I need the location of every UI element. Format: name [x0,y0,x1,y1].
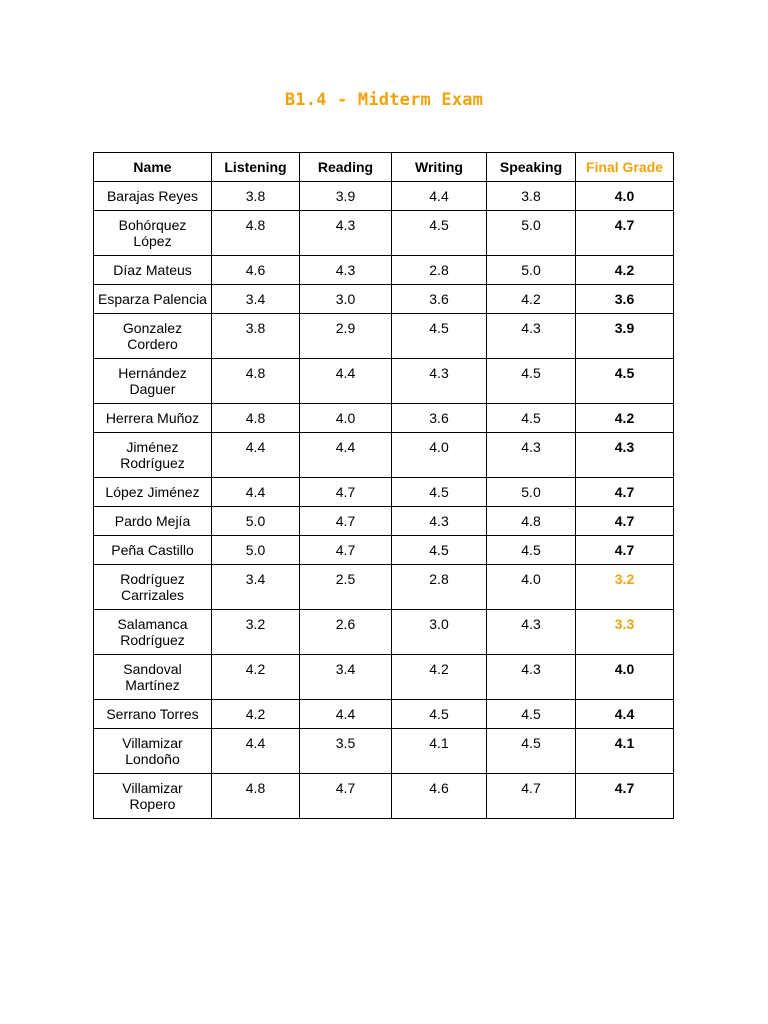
cell-writing: 4.6 [392,774,487,819]
cell-name: Bohórquez López [94,211,212,256]
table-row [94,507,674,536]
cell-listening: 3.4 [212,285,300,314]
table-row [94,774,674,819]
cell-name: Herrera Muñoz [94,404,212,433]
cell-listening: 4.2 [212,655,300,700]
cell-speaking: 4.8 [487,507,576,536]
cell-final: 4.2 [576,404,674,433]
cell-name: Barajas Reyes [94,182,212,211]
cell-name: Peña Castillo [94,536,212,565]
cell-writing: 4.5 [392,700,487,729]
cell-name: Gonzalez Cordero [94,314,212,359]
cell-speaking: 5.0 [487,211,576,256]
table-row [94,314,674,359]
cell-final: 4.7 [576,478,674,507]
cell-speaking: 4.7 [487,774,576,819]
cell-listening: 4.8 [212,774,300,819]
cell-speaking: 4.5 [487,359,576,404]
cell-final: 4.5 [576,359,674,404]
cell-final: 3.2 [576,565,674,610]
cell-final: 4.2 [576,256,674,285]
cell-speaking: 5.0 [487,256,576,285]
cell-final: 4.0 [576,655,674,700]
cell-writing: 4.0 [392,433,487,478]
cell-speaking: 4.3 [487,314,576,359]
cell-listening: 3.2 [212,610,300,655]
cell-reading: 4.4 [300,433,392,478]
header-name: Name [94,153,212,182]
cell-name: Serrano Torres [94,700,212,729]
cell-reading: 4.7 [300,478,392,507]
cell-speaking: 4.3 [487,655,576,700]
cell-speaking: 4.5 [487,536,576,565]
cell-speaking: 4.3 [487,433,576,478]
header-reading: Reading [300,153,392,182]
table-row [94,433,674,478]
cell-writing: 4.4 [392,182,487,211]
cell-writing: 4.3 [392,359,487,404]
cell-writing: 4.5 [392,478,487,507]
cell-final: 4.7 [576,536,674,565]
table-row [94,729,674,774]
cell-listening: 4.8 [212,359,300,404]
cell-writing: 4.5 [392,211,487,256]
cell-reading: 4.7 [300,536,392,565]
cell-listening: 4.4 [212,729,300,774]
cell-listening: 4.2 [212,700,300,729]
cell-speaking: 3.8 [487,182,576,211]
cell-listening: 5.0 [212,536,300,565]
cell-writing: 3.6 [392,404,487,433]
table-row [94,182,674,211]
cell-reading: 3.9 [300,182,392,211]
cell-writing: 3.6 [392,285,487,314]
cell-reading: 4.3 [300,256,392,285]
cell-name: Pardo Mejía [94,507,212,536]
table-row [94,359,674,404]
cell-listening: 5.0 [212,507,300,536]
table-row [94,285,674,314]
header-listening: Listening [212,153,300,182]
cell-name: Rodríguez Carrizales [94,565,212,610]
cell-name: Villamizar Londoño [94,729,212,774]
cell-final: 3.3 [576,610,674,655]
cell-name: Villamizar Ropero [94,774,212,819]
header-writing: Writing [392,153,487,182]
cell-speaking: 5.0 [487,478,576,507]
cell-speaking: 4.5 [487,404,576,433]
cell-name: Salamanca Rodríguez [94,610,212,655]
cell-writing: 4.2 [392,655,487,700]
cell-speaking: 4.0 [487,565,576,610]
cell-reading: 4.3 [300,211,392,256]
cell-name: Esparza Palencia [94,285,212,314]
page-title: B1.4 - Midterm Exam [284,90,484,110]
table-row [94,256,674,285]
cell-reading: 4.0 [300,404,392,433]
cell-reading: 3.5 [300,729,392,774]
cell-name: Díaz Mateus [94,256,212,285]
cell-listening: 4.8 [212,404,300,433]
table-body [94,182,674,819]
header-final-grade: Final Grade [576,153,674,182]
cell-listening: 4.4 [212,433,300,478]
table-row [94,610,674,655]
table-row [94,404,674,433]
cell-reading: 3.4 [300,655,392,700]
cell-name: Sandoval Martínez [94,655,212,700]
cell-reading: 2.9 [300,314,392,359]
cell-writing: 4.3 [392,507,487,536]
cell-final: 4.7 [576,211,674,256]
cell-reading: 2.5 [300,565,392,610]
cell-speaking: 4.5 [487,700,576,729]
cell-writing: 2.8 [392,256,487,285]
table-row [94,478,674,507]
cell-name: Jiménez Rodríguez [94,433,212,478]
cell-speaking: 4.5 [487,729,576,774]
cell-listening: 4.8 [212,211,300,256]
cell-listening: 3.8 [212,314,300,359]
cell-writing: 2.8 [392,565,487,610]
cell-name: Hernández Daguer [94,359,212,404]
table-row [94,655,674,700]
table-row [94,700,674,729]
cell-writing: 4.5 [392,536,487,565]
cell-reading: 4.4 [300,700,392,729]
cell-reading: 3.0 [300,285,392,314]
cell-final: 4.7 [576,774,674,819]
cell-reading: 4.7 [300,507,392,536]
cell-listening: 3.8 [212,182,300,211]
cell-reading: 4.7 [300,774,392,819]
cell-final: 4.1 [576,729,674,774]
cell-speaking: 4.2 [487,285,576,314]
cell-final: 4.7 [576,507,674,536]
cell-final: 3.6 [576,285,674,314]
cell-final: 4.0 [576,182,674,211]
cell-final: 4.4 [576,700,674,729]
cell-writing: 4.5 [392,314,487,359]
cell-writing: 4.1 [392,729,487,774]
cell-listening: 3.4 [212,565,300,610]
cell-listening: 4.6 [212,256,300,285]
table-row [94,211,674,256]
cell-reading: 4.4 [300,359,392,404]
grades-table [93,152,674,819]
cell-speaking: 4.3 [487,610,576,655]
cell-listening: 4.4 [212,478,300,507]
table-row [94,536,674,565]
cell-final: 3.9 [576,314,674,359]
table-header-row [94,153,674,182]
cell-reading: 2.6 [300,610,392,655]
cell-writing: 3.0 [392,610,487,655]
cell-final: 4.3 [576,433,674,478]
header-speaking: Speaking [487,153,576,182]
cell-name: López Jiménez [94,478,212,507]
table-row [94,565,674,610]
